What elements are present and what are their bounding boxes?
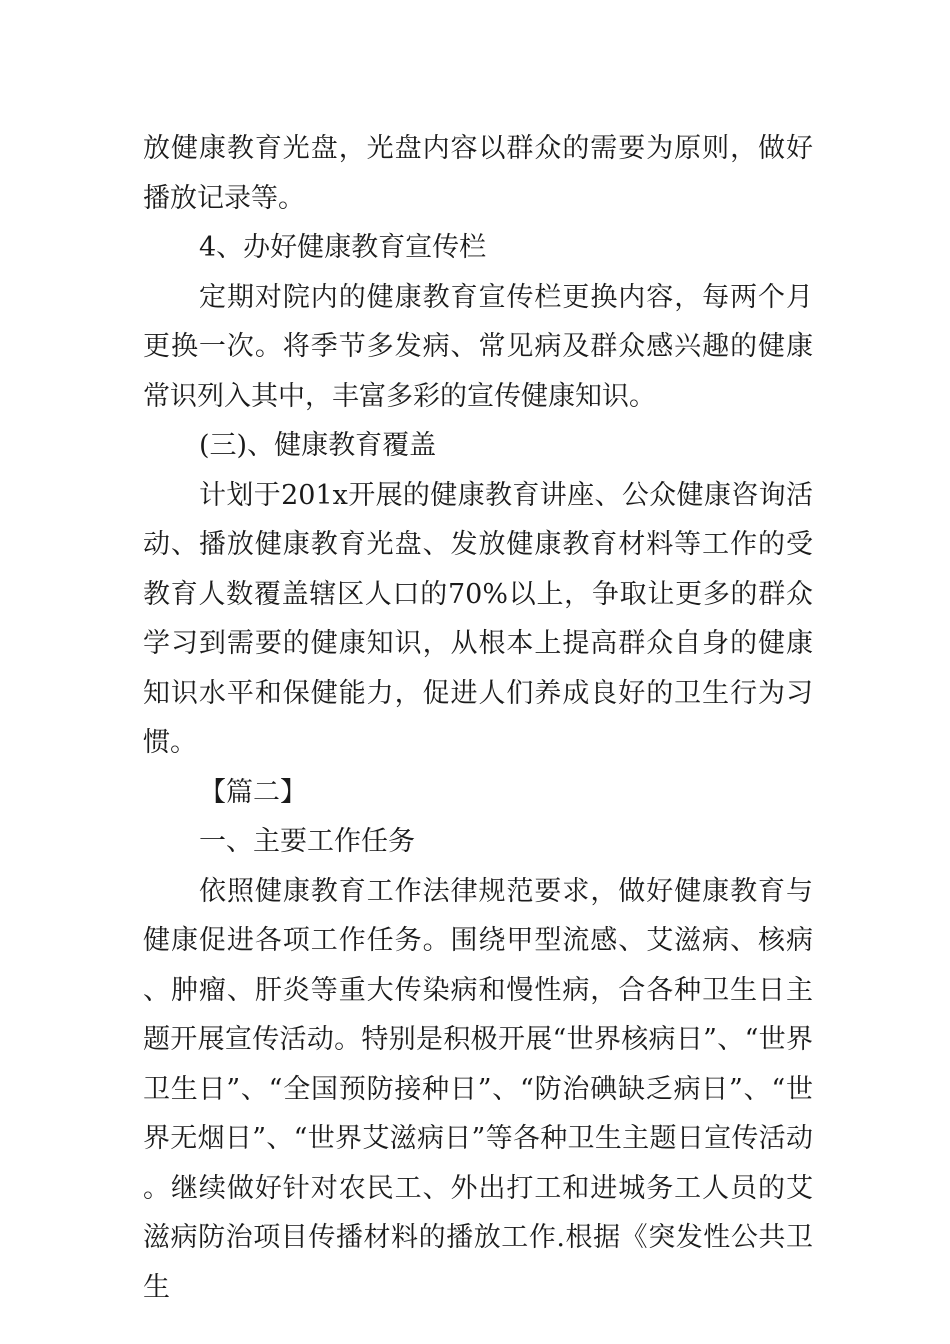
subheading-bulletin-board: 4、办好健康教育宣传栏 [199, 232, 487, 263]
paragraph-bulletin-board: 定期对院内的健康教育宣传栏更换内容，每两个月更换一次。将季节多发病、常见病及群众感兴趣的健康常识列入其中，丰富多彩的宣传健康知识。 [143, 281, 813, 412]
subheading-main-tasks: 一、主要工作任务 [199, 826, 415, 857]
paragraph-continuation: 放健康教育光盘，光盘内容以群众的需要为原则，做好播放记录等。 [143, 133, 813, 214]
subheading-coverage: (三)、健康教育覆盖 [199, 430, 437, 461]
document-body [143, 124, 813, 1312]
paragraph-coverage: 计划于201x开展的健康教育讲座、公众健康咨询活动、播放健康教育光盘、发放健康教育材料等工作的受教育人数覆盖辖区人口的70%以上，争取让更多的群众学习到需要的健康知识，从根本上提高群众自身的健康知识水平和保健能力，促进人们养成良好的卫生行为习惯。 [143, 479, 813, 758]
paragraph-main-tasks: 依照健康教育工作法律规范要求，做好健康教育与健康促进各项工作任务。围绕甲型流感、艾滋病、核病、肿瘤、肝炎等重大传染病和慢性病，合各种卫生日主题开展宣传活动。特别是积极开展“世界核病日”、“世界卫生日”、“全国预防接种日”、“防治碘缺乏病日”、“世界无烟日”、“世界艾滋病日”等各种卫生主题日宣传活动。继续做好针对农民工、外出打工和进城务工人员的艾滋病防治项目传播材料的播放工作.根据《突发性公共卫生 [143, 875, 813, 1303]
section-title-part-two: 【篇二】 [199, 776, 307, 808]
